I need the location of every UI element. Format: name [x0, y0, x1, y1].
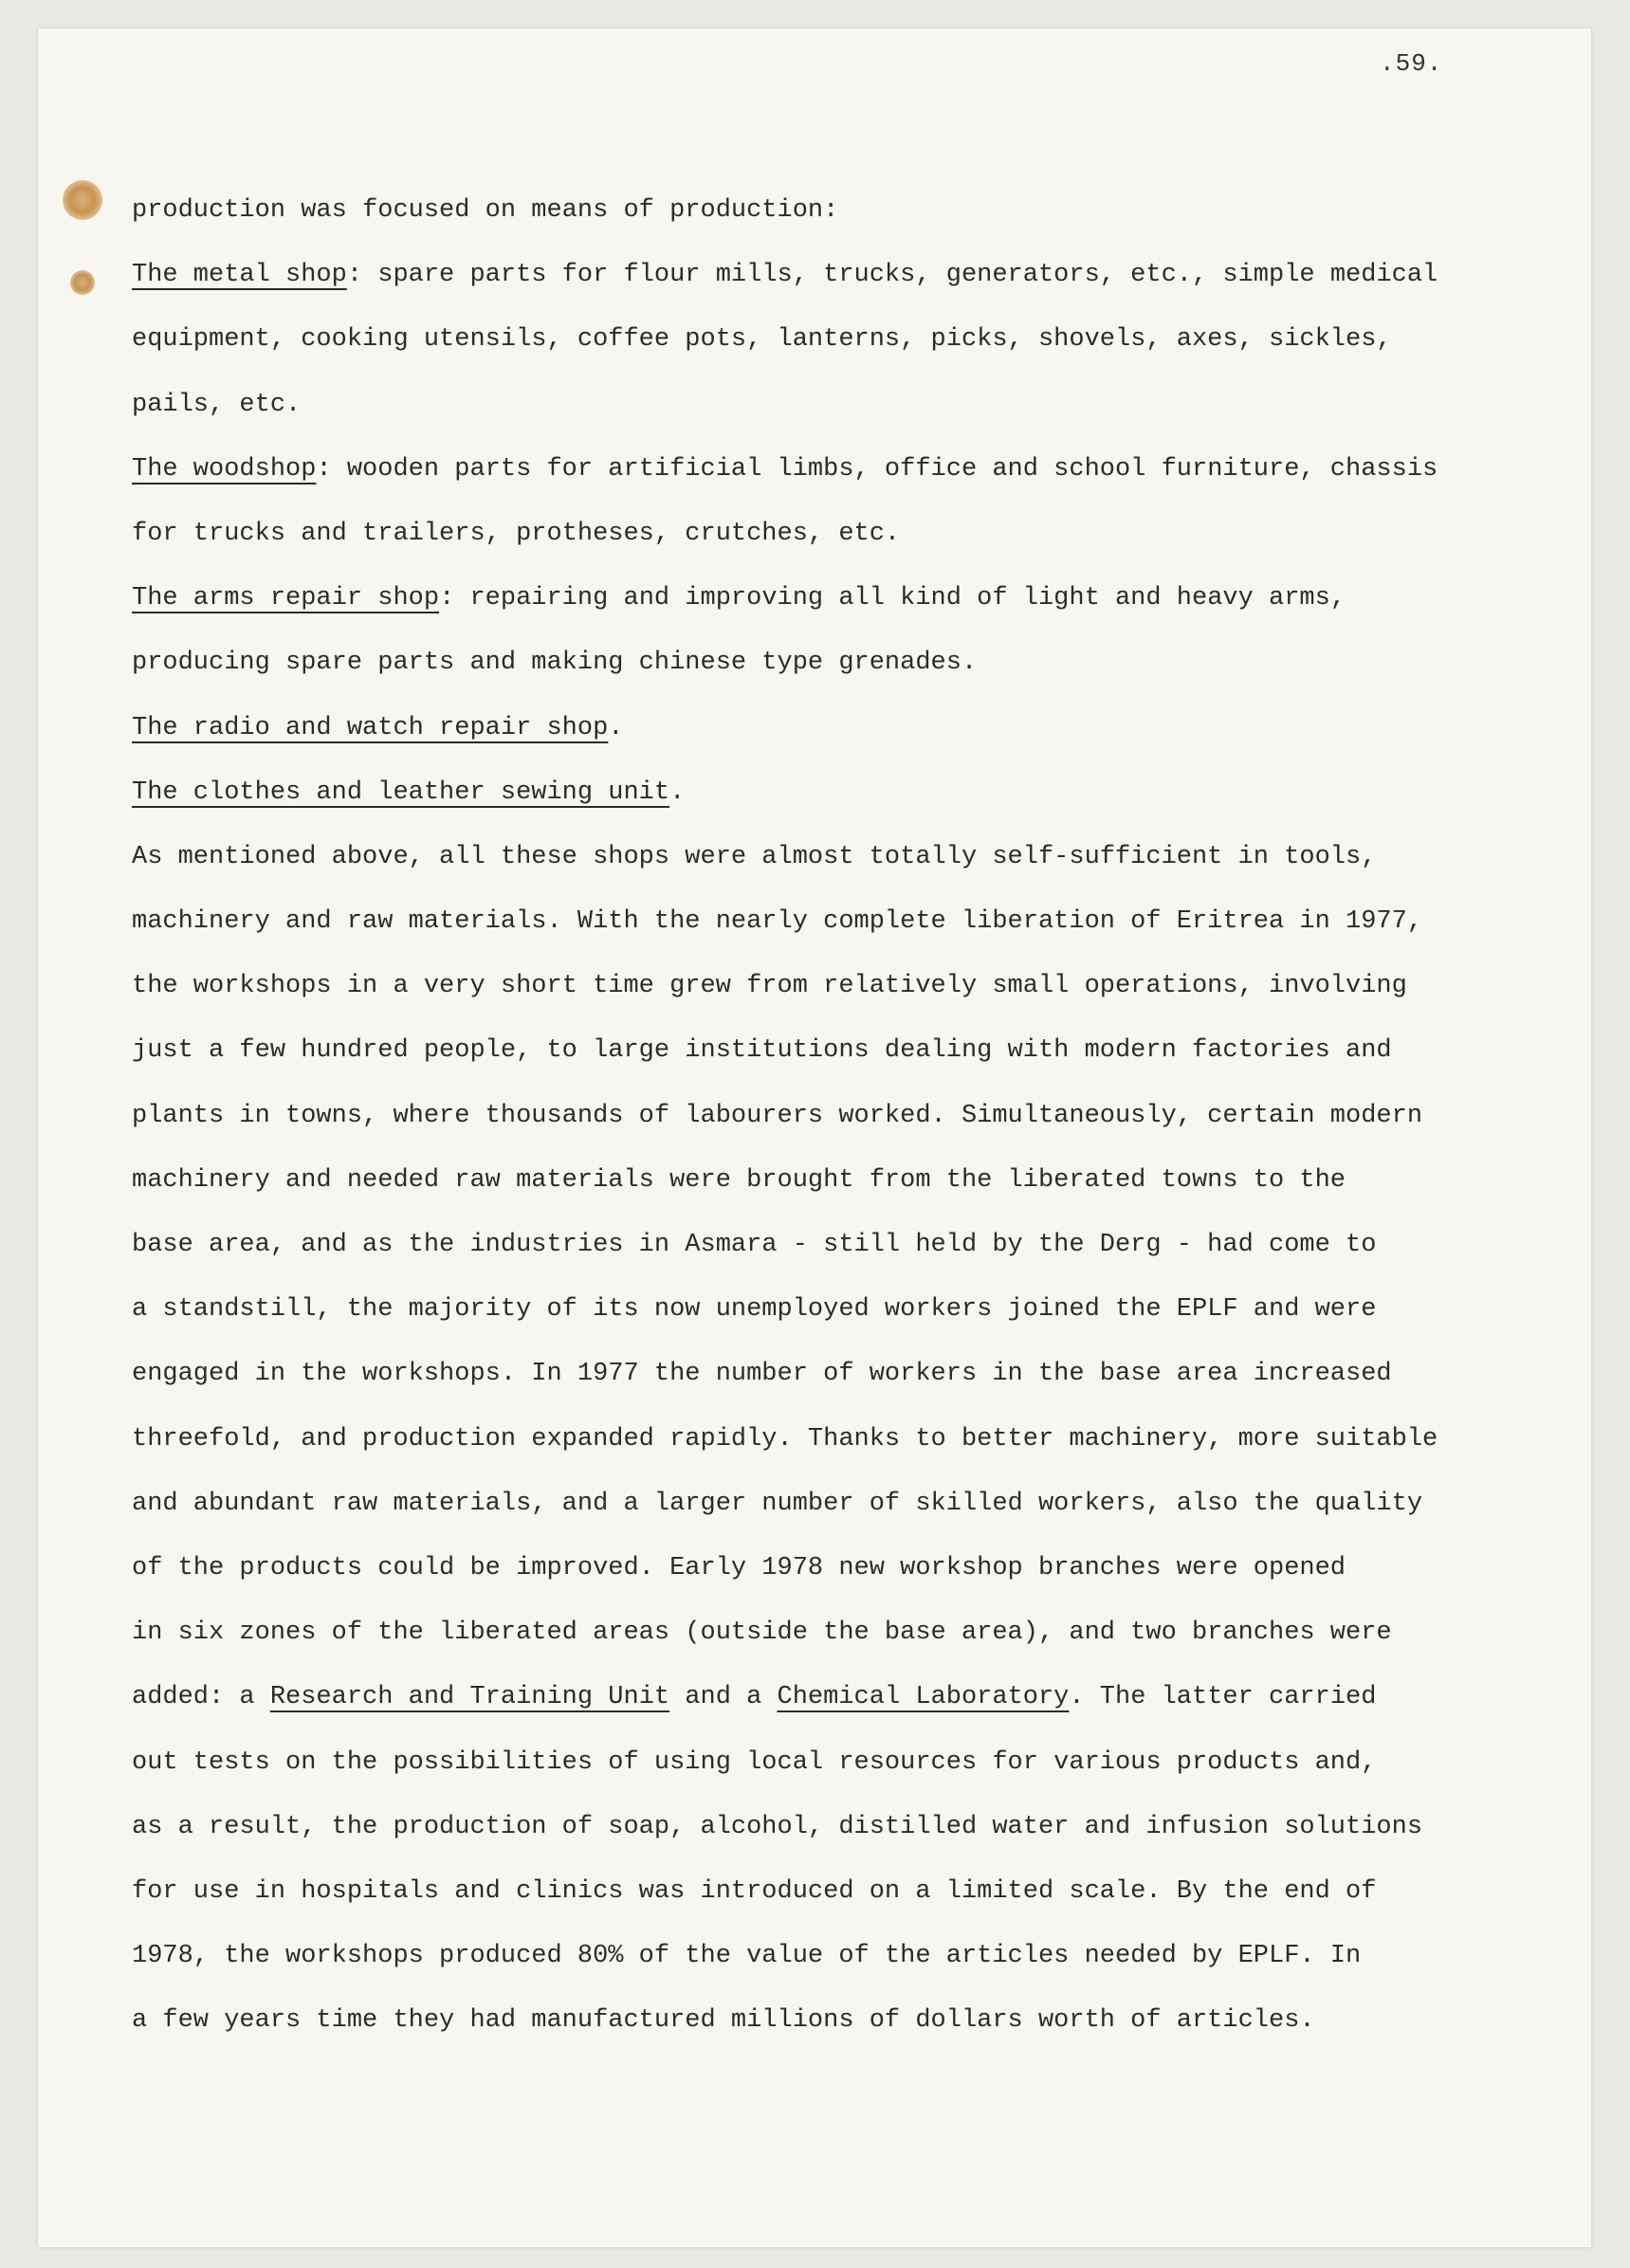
section-label: The metal shop [132, 261, 347, 290]
unit-name-chemical: Chemical Laboratory [777, 1683, 1070, 1712]
line-text: . [608, 713, 624, 742]
line-text: : wooden parts for artificial limbs, office and school furniture, chassis [316, 454, 1438, 484]
text-line [132, 243, 1507, 307]
text-line [132, 437, 1507, 502]
body-text [132, 178, 1507, 2053]
text-line: threefold, and production expanded rapidly. Thanks to better machinery, more suitable [132, 1424, 1438, 1454]
text-line: of the products could be improved. Early 1978 new workshop branches were opened [132, 1553, 1346, 1582]
text-line: producing spare parts and making chinese type grenades. [132, 649, 978, 678]
line-text: and a [669, 1683, 778, 1712]
text-line: pails, etc. [132, 390, 302, 419]
section-label: The radio and watch repair shop [132, 713, 609, 742]
text-line: engaged in the workshops. In 1977 the number of workers in the base area increased [132, 1360, 1392, 1389]
text-line: machinery and needed raw materials were brought from the liberated towns to the [132, 1165, 1346, 1195]
line-text: : spare parts for flour mills, trucks, generators, etc., simple medical [346, 261, 1438, 290]
text-line: production was focused on means of production: [132, 196, 839, 225]
text-line: as a result, the production of soap, alcohol, distilled water and infusion solutions [132, 1812, 1423, 1841]
text-line: machinery and raw materials. With the nearly complete liberation of Eritrea in 1977, [132, 907, 1423, 937]
text-line: equipment, cooking utensils, coffee pots, lanterns, picks, shovels, axes, sickles, [132, 325, 1392, 355]
text-line: for trucks and trailers, protheses, crutches, etc. [132, 519, 901, 548]
text-line: in six zones of the liberated areas (outside the base area), and two branches were [132, 1619, 1392, 1648]
line-text: : repairing and improving all kind of light and heavy arms, [439, 584, 1346, 613]
line-text: added: a [132, 1683, 270, 1712]
text-line [132, 760, 1507, 825]
text-line: plants in towns, where thousands of labourers worked. Simultaneously, certain modern [132, 1101, 1423, 1130]
punch-hole-stain [70, 270, 95, 295]
text-line: 1978, the workshops produced 80% of the value of the articles needed by EPLF. In [132, 1942, 1362, 1971]
text-line: a few years time they had manufactured millions of dollars worth of articles. [132, 2006, 1315, 2036]
line-text: . The latter carried [1069, 1683, 1377, 1712]
text-line [132, 1665, 1507, 1729]
page-number: .59. [1380, 49, 1443, 78]
section-label: The arms repair shop [132, 584, 440, 613]
text-line: base area, and as the industries in Asmara - still held by the Derg - had come to [132, 1231, 1377, 1259]
text-line: As mentioned above, all these shops were almost totally self-sufficient in tools, [132, 842, 1377, 871]
text-line: the workshops in a very short time grew from relatively small operations, involving [132, 972, 1407, 1001]
text-line: a standstill, the majority of its now unemployed workers joined the EPLF and were [132, 1295, 1377, 1325]
section-label: The woodshop [132, 454, 317, 484]
text-line [132, 566, 1507, 631]
unit-name-research: Research and Training Unit [269, 1683, 670, 1712]
text-line: just a few hundred people, to large institutions dealing with modern factories and [132, 1036, 1392, 1066]
text-line [132, 696, 1507, 760]
text-line: and abundant raw materials, and a larger number of skilled workers, also the quality [132, 1489, 1423, 1518]
text-line: out tests on the possibilities of using local resources for various products and, [132, 1747, 1377, 1777]
punch-hole-stain [63, 180, 102, 220]
line-text: . [669, 777, 686, 807]
text-line: for use in hospitals and clinics was introduced on a limited scale. By the end of [132, 1876, 1377, 1906]
section-label: The clothes and leather sewing unit [132, 777, 670, 807]
